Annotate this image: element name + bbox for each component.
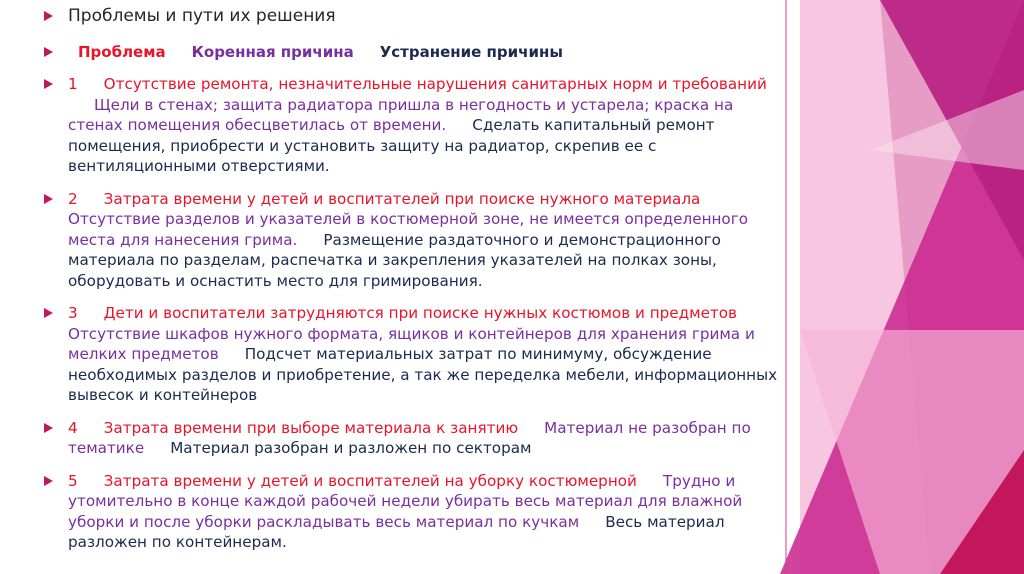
bullet-arrow-icon xyxy=(44,11,53,21)
item-solution: Размещение раздаточного и демонстрационного материала по разделам, распечатка и закрепления указателей на полках зоны, оборудовать и оснастить место для гримирования. xyxy=(68,230,721,290)
header-problem: Проблема xyxy=(78,43,166,61)
header-root-cause: Коренная причина xyxy=(191,43,354,61)
list-item xyxy=(44,74,784,177)
item-number: 1 xyxy=(68,75,78,93)
item-number: 2 xyxy=(68,189,78,208)
item-solution: Подсчет материальных затрат по минимуму, обсуждение необходимых разделов и приобретение, а так же переделка мебели, информационных вывесок и контейнеров xyxy=(68,345,778,404)
slide-title xyxy=(44,6,784,26)
item-solution: Сделать капитальный ремонт помещения, приобрести и установить защиту на радиатор, скрепив ее с вентиляционными отверстиями. xyxy=(68,116,715,175)
item-problem: Затрата времени у детей и воспитателей при поиске нужного материала xyxy=(103,189,701,208)
item-problem: Затрата времени у детей и воспитателей на уборку костюмерной xyxy=(103,471,637,490)
item-number: 4 xyxy=(68,418,78,437)
bullet-arrow-icon xyxy=(44,47,53,57)
header-solution: Устранение причины xyxy=(379,43,563,61)
item-solution: Материал разобран и разложен по секторам xyxy=(170,439,532,457)
bullet-arrow-icon xyxy=(44,423,53,433)
item-cause: Отсутствие шкафов нужного формата, ящиков и контейнеров для хранения грима и мелких предметов xyxy=(68,324,755,363)
item-number: 5 xyxy=(68,471,78,490)
column-header xyxy=(44,42,784,62)
item-number: 3 xyxy=(68,304,78,322)
list-item xyxy=(44,471,784,553)
item-cause: Трудно и утомительно в конце каждой рабочей недели убирать весь материал для влажной уборки и после уборки раскладывать весь материал по кучкам xyxy=(68,471,743,531)
slide-content xyxy=(44,6,784,553)
bullet-arrow-icon xyxy=(44,79,53,89)
item-problem: Дети и воспитатели затрудняются при поиске нужных костюмов и предметов xyxy=(103,304,738,322)
item-cause: Материал не разобран по тематике xyxy=(68,418,751,457)
item-cause: Отсутствие разделов и указателей в костюмерной зоне, не имеется определенного места для нанесения грима. xyxy=(68,210,748,249)
title-text: Проблемы и пути их решения xyxy=(68,6,336,26)
bullet-arrow-icon xyxy=(44,476,53,486)
bullet-arrow-icon xyxy=(44,308,53,318)
bullet-arrow-icon xyxy=(44,194,53,204)
item-problem: Затрата времени при выборе материала к занятию xyxy=(103,418,519,437)
item-problem: Отсутствие ремонта, незначительные нарушения санитарных норм и требований xyxy=(103,75,767,93)
item-cause: Щели в стенах; защита радиатора пришла в негодность и устарела; краска на стенах помещения обесцветилась от времени. xyxy=(68,95,734,134)
list-item xyxy=(44,303,784,406)
item-solution: Весь материал разложен по контейнерам. xyxy=(68,512,725,551)
list-item xyxy=(44,189,784,292)
list-item xyxy=(44,418,784,459)
